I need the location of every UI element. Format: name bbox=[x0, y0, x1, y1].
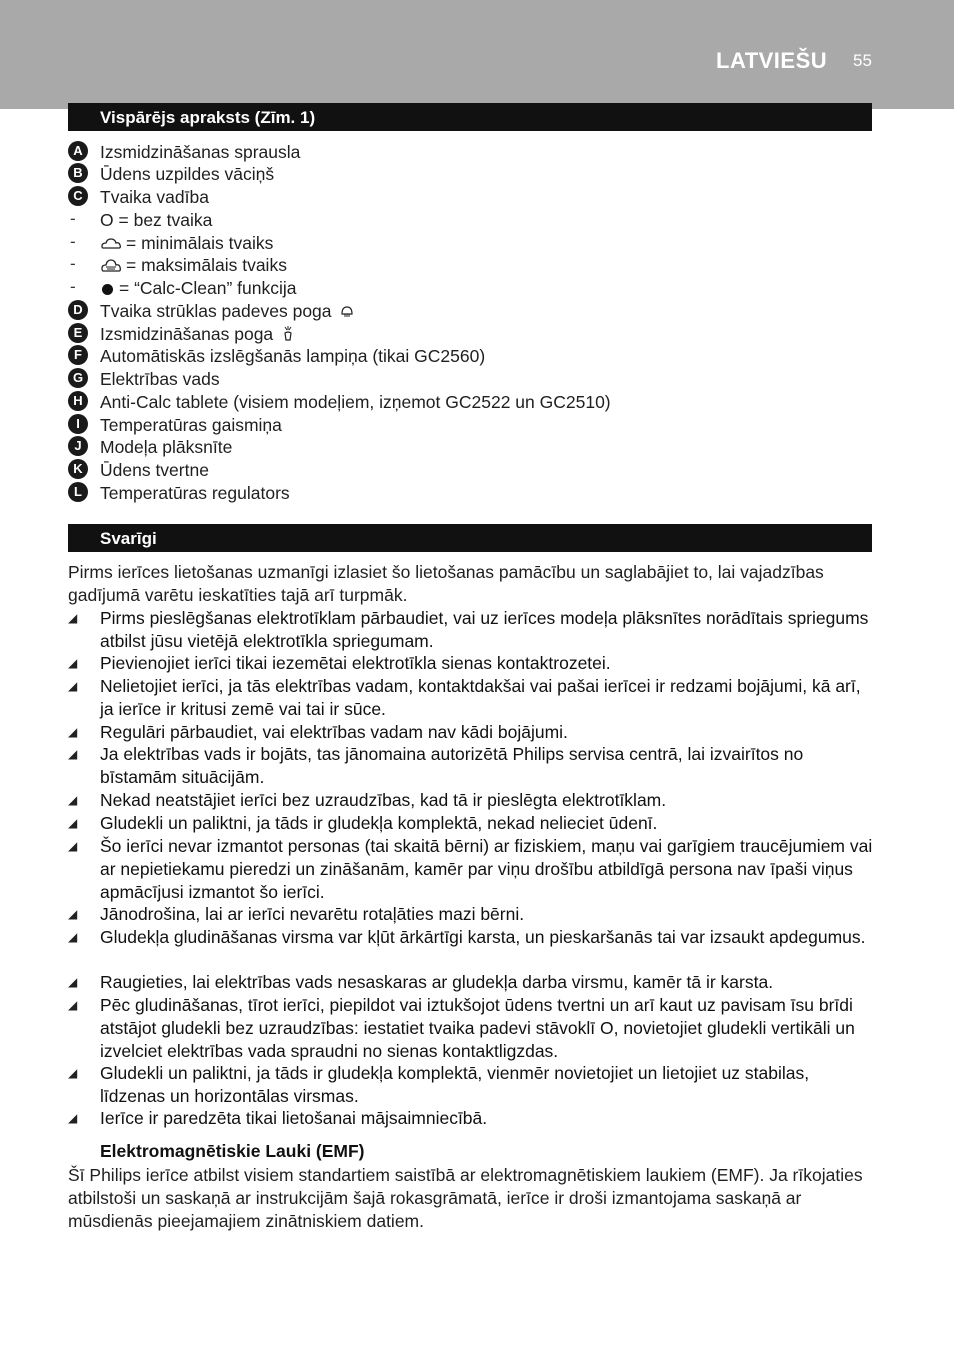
bullet-icon: ◢ bbox=[68, 679, 78, 693]
dash: - bbox=[70, 254, 76, 273]
list-item: Izsmidzināšanas sprausla bbox=[100, 142, 301, 162]
badge-c: C bbox=[68, 186, 88, 206]
badge-b: B bbox=[68, 163, 88, 183]
bullet-icon: ◢ bbox=[68, 1111, 78, 1125]
bullet-icon: ◢ bbox=[68, 1066, 78, 1080]
list-item: Nelietojiet ierīci, ja tās elektrības vadam, kontaktdakšai vai pašai ierīcei ir redzami bojājumi, kā arī, ja ierīce ir kritusi zemē vai tai ir sūce. bbox=[100, 676, 861, 719]
sub-item-text: = “Calc-Clean” funkcija bbox=[119, 278, 297, 298]
list-item-text: Tvaika strūklas padeves poga bbox=[100, 301, 332, 321]
bullet-icon: ◢ bbox=[68, 975, 78, 989]
section-title-general-description: Vispārējs apraksts (Zīm. 1) bbox=[68, 103, 872, 131]
spray-icon bbox=[282, 324, 294, 346]
emf-heading: Elektromagnētiskie Lauki (EMF) bbox=[100, 1141, 365, 1161]
section-title-important: Svarīgi bbox=[68, 524, 872, 552]
badge-k: K bbox=[68, 459, 88, 479]
badge-i: I bbox=[68, 414, 88, 434]
steam-shot-icon bbox=[340, 301, 354, 323]
list-item: Nekad neatstājiet ierīci bez uzraudzības, kad tā ir pieslēgta elektrotīklam. bbox=[100, 790, 667, 810]
badge-l: L bbox=[68, 482, 88, 502]
page-number: 55 bbox=[853, 51, 872, 70]
o-symbol: O bbox=[100, 210, 114, 230]
list-item: Temperatūras regulators bbox=[100, 483, 290, 503]
dot-icon bbox=[102, 284, 113, 295]
bullet-icon: ◢ bbox=[68, 656, 78, 670]
bullet-icon: ◢ bbox=[68, 611, 78, 625]
list-item: Ūdens uzpildes vāciņš bbox=[100, 164, 275, 184]
badge-j: J bbox=[68, 436, 88, 456]
list-item: Pievienojiet ierīci tikai iezemētai elektrotīkla sienas kontaktrozetei. bbox=[100, 653, 611, 673]
sub-item-text: = bez tvaika bbox=[118, 210, 213, 230]
bullet-icon: ◢ bbox=[68, 907, 78, 921]
badge-f: F bbox=[68, 345, 88, 365]
list-item bbox=[100, 323, 298, 346]
list-item: Raugieties, lai elektrības vads nesaskaras ar gludekļa darba virsmu, kamēr tā ir karsta. bbox=[100, 972, 774, 992]
sub-item-max-steam bbox=[100, 254, 287, 278]
badge-e: E bbox=[68, 323, 88, 343]
bullet-icon: ◢ bbox=[68, 839, 78, 853]
sub-item-text: = minimālais tvaiks bbox=[126, 233, 274, 253]
badge-a: A bbox=[68, 141, 88, 161]
list-item: Jānodrošina, lai ar ierīci nevarētu rotaļāties mazi bērni. bbox=[100, 904, 525, 924]
cloud-small-icon bbox=[100, 233, 122, 255]
list-item: Temperatūras gaismiņa bbox=[100, 415, 282, 435]
sub-item-text: = maksimālais tvaiks bbox=[126, 255, 287, 275]
list-item: Ūdens tvertne bbox=[100, 460, 209, 480]
list-item: Šo ierīci nevar izmantot personas (tai skaitā bērni) ar fiziskiem, maņu vai garīgiem traucējumiem vai ar nepietiekamu pieredzi un zināšanām, kamēr par viņu drošību atbildīgā persona nav īpaši viņus apmācījusi izmantot šo ierīci. bbox=[100, 836, 873, 902]
list-item: Regulāri pārbaudiet, vai elektrības vadam nav kādi bojājumi. bbox=[100, 722, 568, 742]
sub-item-no-steam bbox=[100, 209, 212, 231]
dash: - bbox=[70, 232, 76, 251]
list-item: Tvaika vadība bbox=[100, 187, 209, 207]
bullet-icon: ◢ bbox=[68, 930, 78, 944]
badge-g: G bbox=[68, 368, 88, 388]
intro-paragraph: Pirms ierīces lietošanas uzmanīgi izlasiet šo lietošanas pamācību un saglabājiet to, lai vajadzības gadījumā varētu ieskatīties tajā arī turpmāk. bbox=[68, 562, 824, 605]
bullet-icon: ◢ bbox=[68, 725, 78, 739]
language-label: LATVIEŠU bbox=[716, 48, 828, 73]
dash: - bbox=[70, 277, 76, 296]
list-item: Ierīce ir paredzēta tikai lietošanai mājsaimniecībā. bbox=[100, 1108, 488, 1128]
bullet-icon: ◢ bbox=[68, 747, 78, 761]
bullet-icon: ◢ bbox=[68, 793, 78, 807]
sub-item-calc-clean bbox=[100, 277, 297, 299]
list-item-text: Izsmidzināšanas poga bbox=[100, 324, 274, 344]
list-item: Gludekli un paliktni, ja tāds ir gludekļa komplektā, vienmēr novietojiet un lietojiet uz stabilas, līdzenas un horizontālas virsmas. bbox=[100, 1063, 810, 1106]
dash: - bbox=[70, 209, 76, 228]
emf-paragraph: Šī Philips ierīce atbilst visiem standartiem saistībā ar elektromagnētiskiem laukiem (EMF). Ja rīkojaties atbilstoši un saskaņā ar instrukcijām šajā rokasgrāmatā, ierīce ir droši izmantojama saskaņā ar mūsdienās pieejamajiem zinātniskiem datiem. bbox=[68, 1165, 863, 1231]
list-item: Elektrības vads bbox=[100, 369, 220, 389]
list-item: Modeļa plāksnīte bbox=[100, 437, 233, 457]
bullet-icon: ◢ bbox=[68, 998, 78, 1012]
list-item: Anti-Calc tablete (visiem modeļiem, izņemot GC2522 un GC2510) bbox=[100, 392, 611, 412]
cloud-large-icon bbox=[100, 255, 122, 278]
bullet-icon: ◢ bbox=[68, 816, 78, 830]
list-item: Automātiskās izslēgšanās lampiņa (tikai GC2560) bbox=[100, 346, 486, 366]
list-item bbox=[100, 300, 358, 323]
badge-h: H bbox=[68, 391, 88, 411]
list-item: Ja elektrības vads ir bojāts, tas jānomaina autorizētā Philips servisa centrā, lai izvairītos no bīstamām situācijām. bbox=[100, 744, 804, 787]
list-item: Gludekli un paliktni, ja tāds ir gludekļa komplektā, nekad nelieciet ūdenī. bbox=[100, 813, 658, 833]
list-item: Pirms pieslēgšanas elektrotīklam pārbaudiet, vai uz ierīces modeļa plāksnītes norādītais spriegums atbilst jūsu vietējā elektrotīkla spriegumam. bbox=[100, 608, 869, 651]
badge-d: D bbox=[68, 300, 88, 320]
list-item: Gludekļa gludināšanas virsma var kļūt ārkārtīgi karsta, un pieskaršanās tai var izsaukt apdegumus. bbox=[100, 927, 866, 947]
sub-item-min-steam bbox=[100, 232, 273, 255]
list-item: Pēc gludināšanas, tīrot ierīci, piepildot vai iztukšojot ūdens tvertni un arī kaut uz pavisam īsu brīdi atstājot gludekli bez uzraudzības: iestatiet tvaika padevi stāvoklī O, novietojiet gludekli vertikāli un izvelciet elektrības vada spraudni no sienas kontaktligzdas. bbox=[100, 995, 855, 1061]
